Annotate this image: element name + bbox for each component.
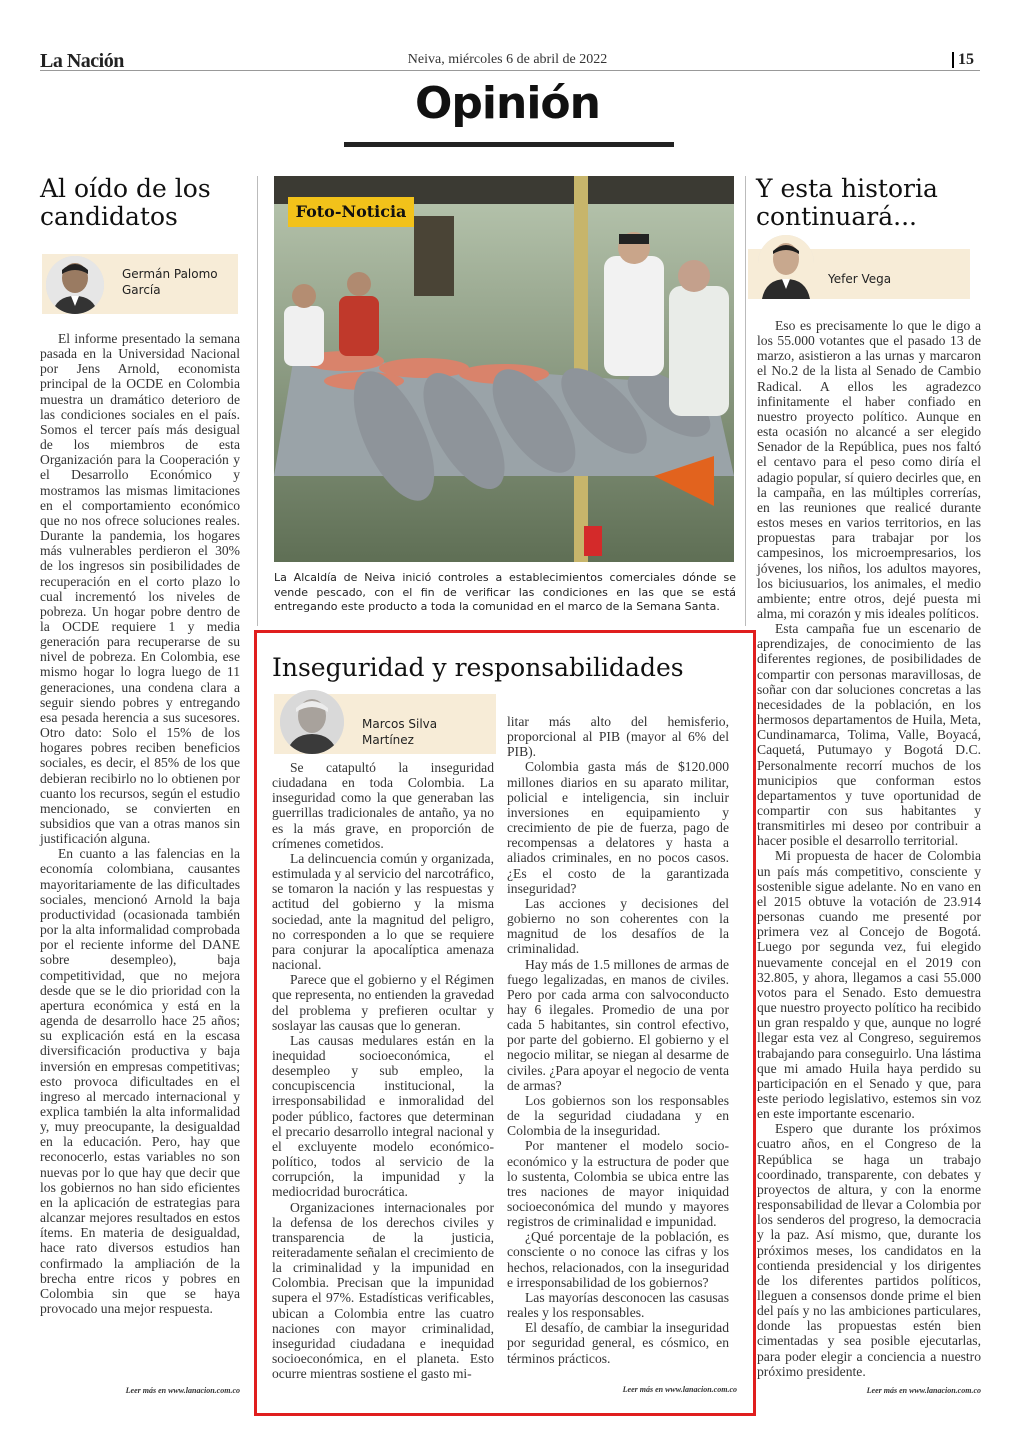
center-author-name: Marcos Silva Martínez	[362, 717, 438, 747]
paragraph: Se catapultó la inseguridad ciudadana en toda Colombia. La inseguridad como la que generaban las guerrillas tradicionales de antaño, ya no es la más grave, en proporción de crímenes cometidos.	[272, 760, 494, 851]
person-photo-icon	[758, 235, 814, 299]
left-author-box	[42, 254, 238, 314]
center-read-more[interactable]: Leer más en www.lanacion.com.co	[622, 1385, 737, 1394]
column-divider	[745, 176, 746, 626]
paragraph: Las mayorías desconocen las casusas reales y los responsables.	[507, 1289, 729, 1321]
left-author-name: Germán Palomo García	[122, 267, 218, 297]
paragraph: Hay más de 1.5 millones de armas de fuego legalizadas, en manos de civiles. Pero por cada arma con salvoconducto hay 6 ilegales. Promedio de una por cada 5 habitantes, sin control efectivo, por parte del gobierno. El gobierno y el negocio militar, se niegan al desarme de civiles. ¿Para apoyar el negocio de venta de armas?	[507, 956, 729, 1093]
left-column-body	[40, 331, 240, 1316]
column-divider	[257, 176, 258, 626]
center-article-title: Inseguridad y responsabilidades	[272, 653, 684, 682]
paragraph: Mi propuesta de hacer de Colombia un país más competitivo, consciente y sostenible sigue adelante. No en vano en el 2015 obtuve la votación de 23.914 personas cuando me presenté por primera vez al Concejo de Bogotá. Luego por segunda vez, fui elegido nuevamente concejal en el 2019 con 32.805, y ahora, llegamos a casi 55.000 votos para el Senado. Esto demuestra que nuestro proyecto político ha recibido un gran respaldo y que, aunque no logré llegar esta vez al Congreso, seguiremos trabajando para conseguirlo. Una lástima que mi amado Huila haya perdido su participación en el Senado y que, para este periodo legislativo, estemos sin voz en este importante escenario.	[757, 848, 981, 1122]
right-column-body	[757, 318, 981, 1379]
paragraph: El informe presentado la semana pasada en la Universidad Nacional por Jens Arnold, economista principal de la OCDE en Colombia muestra un dramático deterioro de las condiciones sociales en el país. Somos el tercer país más desigual de los miembros de esta Organización para la Cooperación y el Desarrollo Económico y mostramos las mismas limitaciones en el comportamiento económico que no nos ofrece soluciones reales. Durante la pandemia, los hogares más vulnerables perdieron el 30% de los ingresos sin posibilidades de recuperación en el corto plazo lo cual incrementó los niveles de pobreza. Un hogar pobre dentro de la OCDE requiere 1 y media generación para recuperarse de su nivel de pobreza. En Colombia, ese mismo hogar lo logra luego de 11 generaciones, una condena clara a seguir siendo pobres y entregando esa pesada herencia a sus sucesores. Otro dato: Solo el 15% de los hogares pobres reciben beneficios sociales, es decir, el 85% de los que debieran recibirlo no lo obtienen por cuanto los recursos, según el estudio mencionado, se convierten en subsidios que van a otras manos sin justificación alguna.	[40, 331, 240, 847]
center-author-box	[274, 694, 496, 754]
person-photo-icon	[280, 690, 344, 754]
paragraph: litar más alto del hemisferio, proporcional al PIB (mayor al 6% del PIB).	[507, 714, 729, 760]
author-avatar	[280, 690, 344, 754]
foto-noticia-label: Foto-Noticia	[288, 197, 414, 227]
paragraph: El desafío, de cambiar la inseguridad por seguridad general, es cósmico, en términos prácticos.	[507, 1320, 729, 1366]
paragraph: ¿Qué porcentaje de la población, es consciente o no conoce las cifras y los hechos, relacionados, con la inseguridad e irresponsabilidad de los gobiernos?	[507, 1229, 729, 1290]
paragraph: Las acciones y decisiones del gobierno no son coherentes con la magnitud de los desafíos de la criminalidad.	[507, 895, 729, 957]
center-article-col2	[507, 714, 729, 1366]
header-rule	[40, 70, 980, 71]
paragraph: Por mantener el modelo socio-económico y la estructura de poder que lo sustenta, Colombia se ubica entre las tres naciones de mayor iniquidad socioeconómica del mundo y mayores registros de criminalidad e impunidad.	[507, 1138, 729, 1230]
right-author-name: Yefer Vega	[828, 272, 892, 286]
photo-caption: La Alcaldía de Neiva inició controles a establecimientos comerciales dónde se vende pescado, con el fin de verificar las condiciones en las que se está entregando este producto a toda la comunidad en el marco de la Semana Santa.	[274, 571, 736, 613]
masthead-logo: La Nación	[40, 50, 124, 72]
left-column-title: Al oído de los candidatos	[40, 174, 211, 231]
right-author-box	[748, 249, 970, 299]
right-column-title: Y esta historia continuará...	[756, 174, 938, 231]
author-avatar	[758, 235, 814, 299]
section-underline	[344, 142, 674, 147]
center-article-col1	[272, 760, 494, 1381]
author-avatar	[46, 256, 104, 314]
person-photo-icon	[46, 256, 104, 314]
paragraph: Espero que durante los próximos cuatro años, en el Congreso de la República se haga un trabajo coordinado, transparente, con debates y proyectos de altura, y con la enorme responsabilidad de llevar a Colombia por los senderos del progreso, la democracia y la paz. Así mismo, que, durante los próximos meses, los candidatos en la contienda presidencial y los dirigentes de los diferentes partidos políticos, lleguen a consensos donde prime el bien del país y no las ambiciones particulares, donde las propuestas estén bien cimentadas y sea posible ejecutarlas, para poder elegir a conciencia a nuestro próximo presidente.	[757, 1121, 981, 1379]
paragraph: Los gobiernos son los responsables de la seguridad ciudadana y en Colombia de la inseguridad.	[507, 1092, 729, 1139]
fish-market-photo-icon	[274, 176, 734, 562]
section-title: Opinión	[415, 78, 600, 129]
page-number: 15	[952, 52, 974, 68]
right-read-more[interactable]: Leer más en www.lanacion.com.co	[866, 1386, 981, 1395]
paragraph: La delincuencia común y organizada, estimulada y al servicio del narcotráfico, se tomaron la nación y las respuestas y actitud del gobierno y la misma sociedad, ante la magnitud del peligro, no corresponden a lo que se requiere para conjurar la apocalíptica amenaza nacional.	[272, 850, 494, 973]
paragraph: En cuanto a las falencias en la economía colombiana, causantes mayoritariamente de las dificultades sociales, mencionó Arnold la baja productividad (ocasionada también por la alta informalidad comprobada por el reciente informe del DANE sobre desempleo), baja competitividad, que no mejora desde que se le dio prioridad con la apertura económica y está en la agenda de desarrollo hace 25 años; su explicación está en la escasa diversificación productiva y baja inversión en empresas competitivas; esto provoca dificultades en el ingreso al mercado internacional y explica también la alta informalidad y, muy preocupante, la desigualdad en la educación. Pero, hay que reconocerlo, estas variables no son nuevas por lo que hay que decir que los gobiernos no han sido eficientes en la aplicación de estrategias para alcanzar mejores resultados en estos ítems. En materia de desigualdad, hace rato diversos estudios han confirmado la ampliación de la brecha entre ricos y pobres en Colombia sin que se haya provocado una mejor respuesta.	[40, 846, 240, 1316]
dateline: Neiva, miércoles 6 de abril de 2022	[407, 52, 608, 67]
paragraph: Esta campaña fue un escenario de aprendizajes, de conocimiento de las diferentes regiones, de posibilidades de compartir con personas maravillosas, de soñar con dar soluciones concretas a las necesidades de la población, en los hermosos departamentos de Huila, Meta, Cundinamarca, Tolima, Valle, Boyacá, Caquetá, Putumayo y Bogotá D.C. Personalmente recorrí muchos de los municipios que conforman estos departamentos y tuve oportunidad de compartir con sus habitantes y transmitirles mi deseo por contribuir a hacer posible el desarrollo territorial.	[757, 621, 981, 849]
paragraph: Parece que el gobierno y el Régimen que representa, no entienden la gravedad del problema y prefieren ocultar y soslayar las causas que lo generan.	[272, 972, 494, 1033]
paragraph: Eso es precisamente lo que le digo a los 55.000 votantes que el pasado 13 de marzo, asistieron a las urnas y marcaron el No.2 de la lista al Senado de Cambio Radical. A ellos les agradezco infinitamente el haber confiado en nuestro proyecto político. Aunque en esta ocasión no alcancé a ser elegido Senador de la República, pues nos faltó el centavo para el peso como diría el adagio popular, sí quiero decirles que, en la campaña, en las múltiples correrías, en las reuniones que realicé durante estos meses en varios territorios, en las propuestas para trabajar por los campesinos, los microempresarios, los jóvenes, los niños, los adultos mayores, los biciusuarios, los animales, el medio ambiente; entre otros, dejé puesta mi alma, mi corazón y mis ideales políticos.	[757, 318, 981, 621]
paragraph: Las causas medulares están en la inequidad socioeconómica, el desempleo y sub empleo, la concupiscencia institucional, la irresponsabilidad e inmoralidad del poder público, factores que determinan el precario desarrollo integral nacional y el excluyente modelo económico-político, todos al servicio de la corrupción, la impunidad y la mediocridad burocrática.	[272, 1032, 494, 1200]
left-read-more[interactable]: Leer más en www.lanacion.com.co	[125, 1386, 240, 1395]
paragraph: Organizaciones internacionales por la defensa de los derechos civiles y transparencia de la justicia, reiteradamente señalan el crecimiento de la criminalidad y la impunidad en Colombia. Precisan que la impunidad supera el 97%. Estadísticas verificables, ubican a Colombia entre las cuatro naciones con mayor criminalidad, inseguridad ciudadana e inequidad socioeconómica, en el planeta. Esto ocurre mientras sostiene el gasto mi-	[272, 1199, 494, 1382]
foto-noticia-photo	[274, 176, 734, 562]
paragraph: Colombia gasta más de $120.000 millones diarios en su aparato militar, policial e inteligencia, sin incluir inversiones en equipamiento y crecimiento de pie de fuerza, pago de recompensas a delatores y hasta a aliados criminales, en no pocos casos. ¿Es el costo de la garantizada inseguridad?	[507, 759, 729, 896]
